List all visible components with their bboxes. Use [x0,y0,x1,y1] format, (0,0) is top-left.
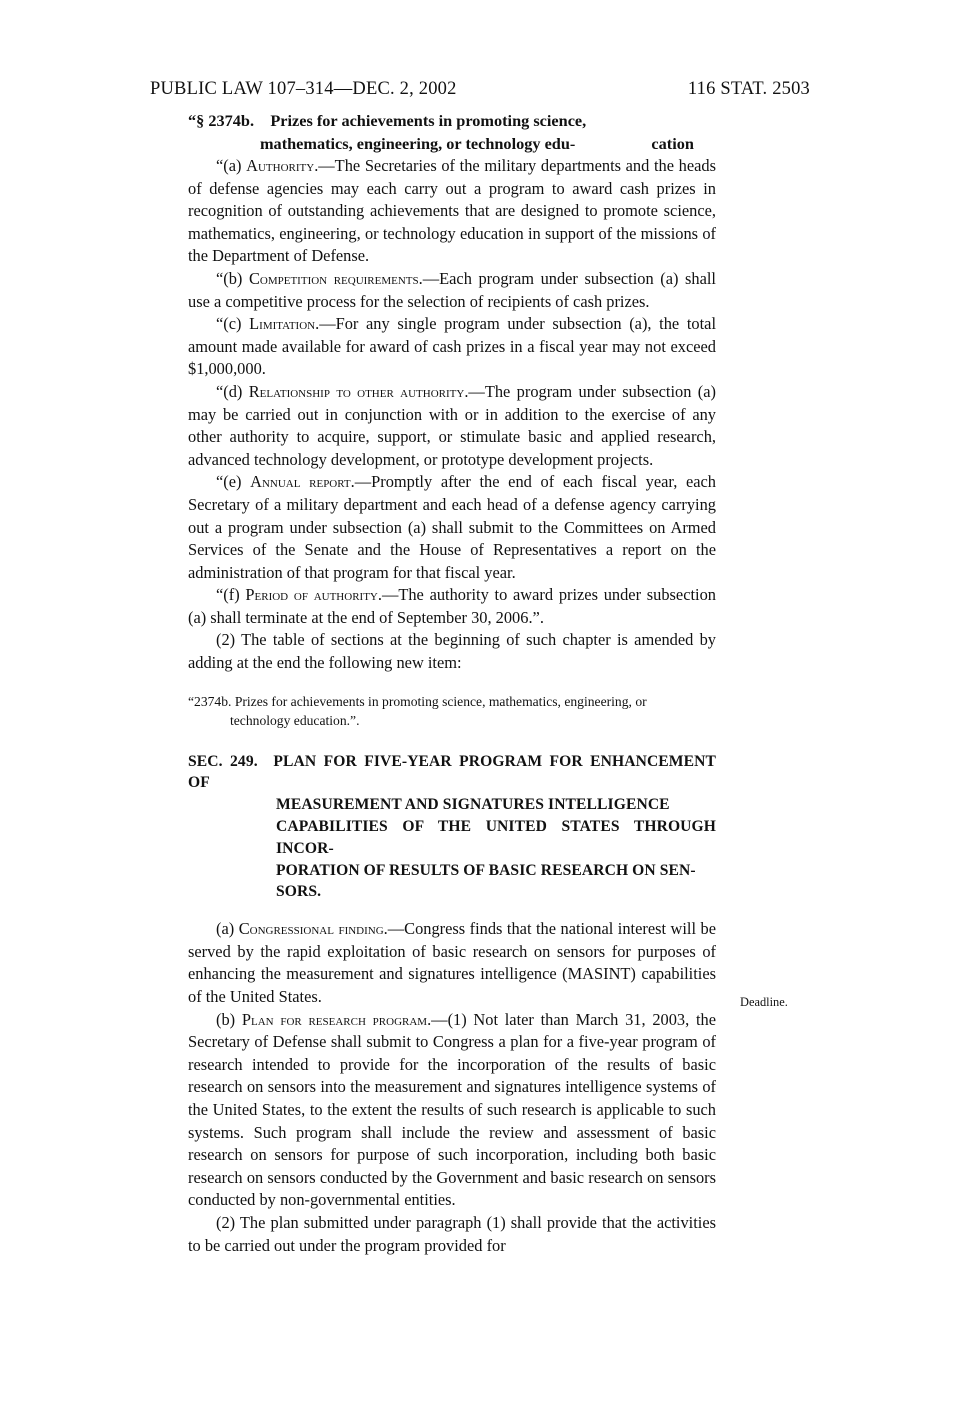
paragraph-relationship-to-other-authority: “(d) Relationship to other authority.—The program under subsection (a) may be carried out in conjunction with or in addition to the exercise of any other authority to acquire, support, or stimulate basic and applied research, advanced technology development, or prototype development projects. [188,381,716,469]
section-249-heading-line-5: SORS. [276,883,322,901]
paragraph-plan-for-research-program: (b) Plan for research program.—(1) Not later than March 31, 2003, the Secretary of Defense shall submit to Congress a plan for a five-year program of research intended to provide for the incorporation of the results of basic research on sensors into the measurement and signatures intelligence systems of the United States, to the extent the results of such research is applicable to such systems. Such program shall include the review and assessment of basic research on sensors for purpose of such incorporation, including both basic research on sensors conducted by the Government and basic research on sensors conducted by non-governmental entities. [188,1009,716,1210]
section-249-heading-line-4: PORATION OF RESULTS OF BASIC RESEARCH ON SEN- [276,861,696,879]
paragraph-catchline: Period of authority [245,585,378,605]
paragraph-authority: “(a) Authority.—The Secretaries of the military departments and the heads of defense agencies may each carry out a program to award cash prizes in recognition of outstanding achievements that are designed to promote science, mathematics, engineering, or technology education in support of the missions of the Department of Defense. [188,156,716,266]
section-249-heading-line-2: MEASUREMENT AND SIGNATURES INTELLIGENCE [276,796,670,814]
page-header [0,66,960,99]
page-body [188,110,716,1257]
paragraph-competition-requirements: “(b) Competition requirements.—Each program under subsection (a) shall use a competitive process for the selection of recipients of cash prizes. [188,268,716,311]
paragraph-catchline: Competition requirements [248,268,419,288]
paragraph-plan-activities: (2) The plan submitted under paragraph (1) shall provide that the activities to be carried out under the program provided for [188,1212,716,1255]
paragraph-catchline: Congressional finding [238,919,384,939]
paragraph-congressional-finding: (a) Congressional finding.—Congress finds that the national interest will be served by the rapid exploitation of basic research on sensors for purposes of enhancing the measurement and signatures intelligence (MASINT) capabilities of the United States. [188,919,716,1007]
section-2374b-heading-line-1: “§ 2374b. Prizes for achievements in promoting science, [188,111,587,130]
paragraph-limitation: “(c) Limitation.—For any single program under subsection (a), the total amount made available for award of cash prizes in a fiscal year may not exceed $1,000,000. [188,314,716,379]
toc-item-line-1: “2374b. Prizes for achievements in promoting science, mathematics, engineering, or [188,693,647,709]
paragraph-table-of-sections-amendment: (2) The table of sections at the beginning of such chapter is amended by adding at the end the following new item: [188,630,716,673]
paragraph-period-of-authority: “(f) Period of authority.—The authority to award prizes under subsection (a) shall terminate at the end of September 30, 2006.”. [188,585,716,627]
section-249-heading-line-1: SEC. 249. PLAN FOR FIVE-YEAR PROGRAM FOR ENHANCEMENT OF [188,752,716,792]
paragraph-catchline: Authority [246,156,315,175]
statute-page-number: 116 STAT. 2503 [687,79,810,99]
toc-item-line-2: technology education.”. [230,712,360,728]
section-2374b-heading [188,110,716,155]
table-of-sections-new-item [188,692,716,730]
paragraph-catchline: Relationship to other authority [248,381,465,401]
paragraph-catchline: Plan for research program [241,1009,428,1029]
sidenote-deadline: Deadline. [740,995,788,1009]
paragraph-catchline: Limitation [249,314,316,334]
section-249-heading [188,751,716,904]
paragraph-annual-report: “(e) Annual report.—Promptly after the end of each fiscal year, each Secretary of a military department and each head of a defense agency carrying out a program under subsection (a) shall submit to the Committees on Armed Services of the Senate and the House of Representatives a report on the administration of that program for that fiscal year. [188,472,716,582]
public-law-citation: PUBLIC LAW 107–314—DEC. 2, 2002 [150,79,457,99]
section-2374b-heading-line-3: cation [651,133,694,153]
paragraph-catchline: Annual report [250,472,351,492]
section-249-heading-line-3: CAPABILITIES OF THE UNITED STATES THROUGH INCOR- [276,818,716,857]
section-2374b-heading-line-2: mathematics, engineering, or technology edu- [260,133,576,153]
